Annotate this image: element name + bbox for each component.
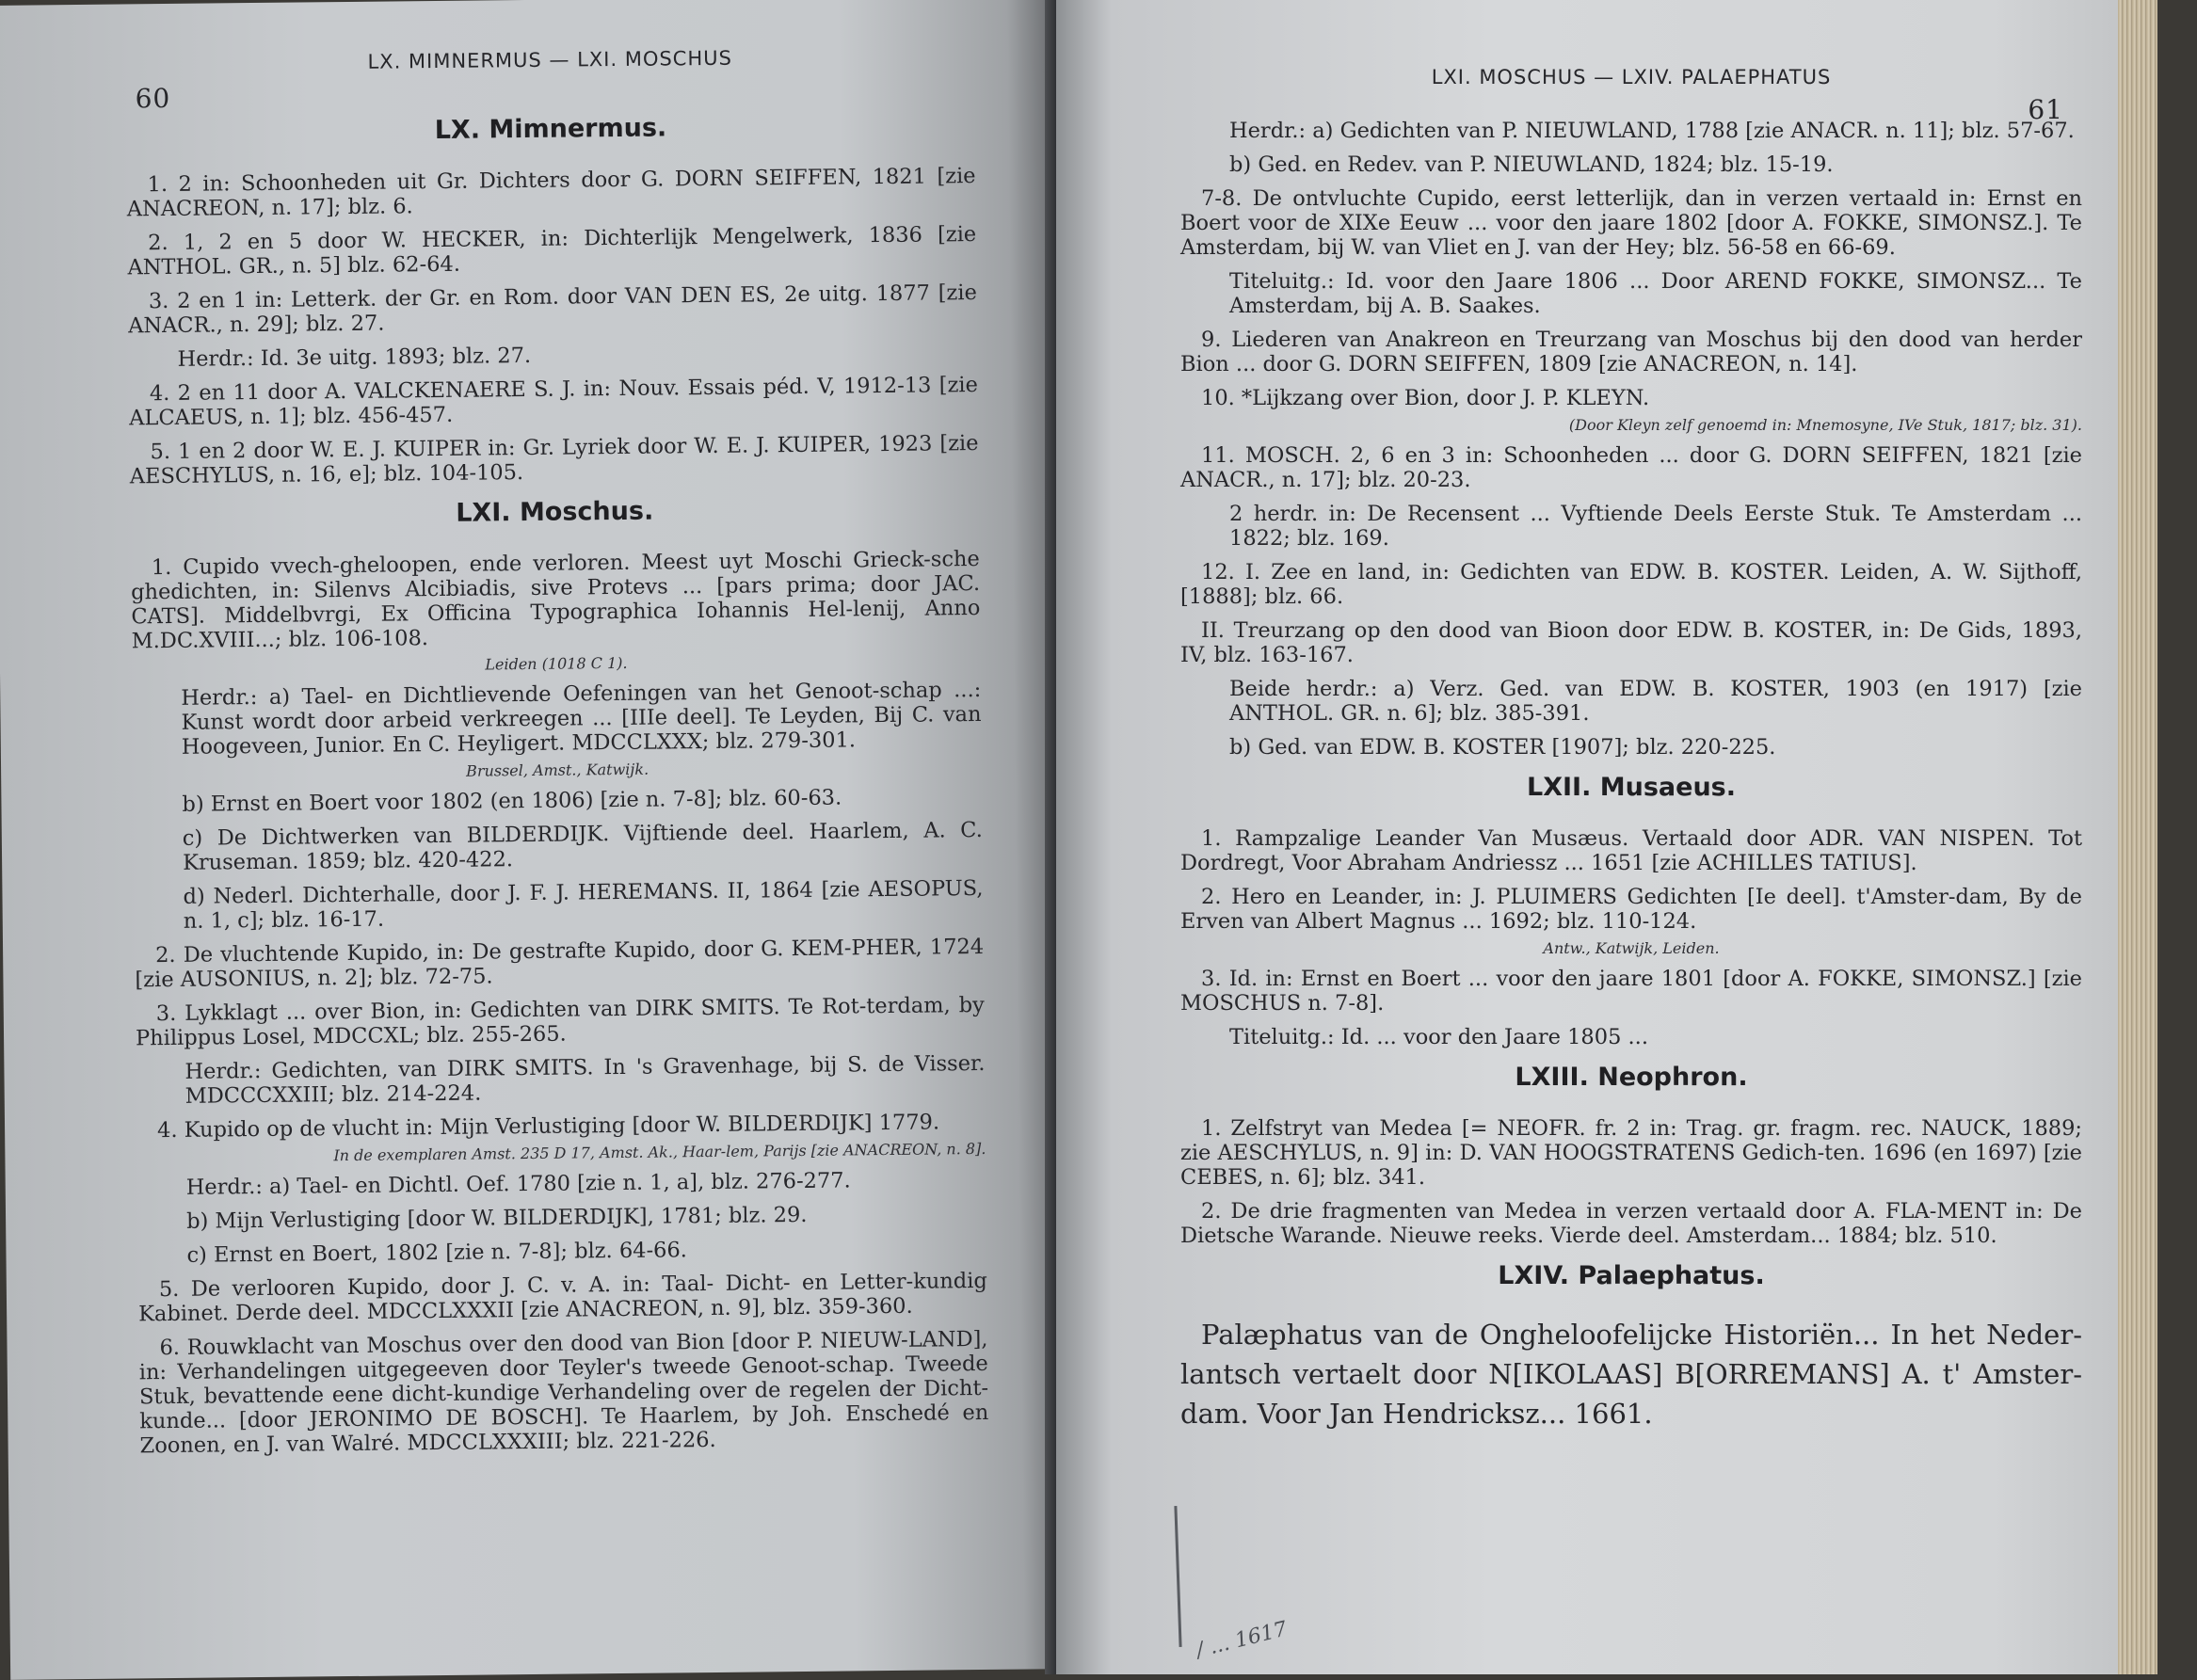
reprint-entry: Herdr.: a) Tael- en Dichtlievende Oefeningen van het Genoot-schap ...: Kunst wordt door arbeid verkreegen ... [IIIe deel]. Te Leyden, Bij C. van Hoogeveen, Junior. En C. Heyligert. MDCCLXXX; blz. 279-301. xyxy=(181,677,982,760)
bibliography-entry: 1. 2 in: Schoonheden uit Gr. Dichters door G. DORN SEIFFEN, 1821 [zie ANACREON, n. 17]; blz. 6. xyxy=(126,163,976,222)
bibliography-entry: 6. Rouwklacht van Moschus over den dood van Bion [door P. NIEUW-LAND], in: Verhandelingen uitgegeeven door Teyler's tweede Genoot-schap. Tweede Stuk, bevattende eene dicht-kundige Verhandeling over de regelen der Dicht-kunde... [door JERONIMO DE BOSCH]. Te Haarlem, by Joh. Enschedé en Zoonen, en J. van Walré. MDCCLXXXIII; blz. 221-226. xyxy=(138,1326,989,1459)
section-heading: LXIII. Neophron. xyxy=(1515,1063,1748,1092)
reprint-entry: Beide herdr.: a) Verz. Ged. van EDW. B. KOSTER, 1903 (en 1917) [zie ANTHOL. GR. n. 6]; blz. 385-391. xyxy=(1229,677,2082,726)
bibliography-entry: 5. De verlooren Kupido, door J. C. v. A. in: Taal- Dicht- en Letter-kundig Kabinet. Derde deel. MDCCLXXXII [zie ANACREON, n. 9], blz. 359-360. xyxy=(138,1268,987,1327)
bibliography-entry: 12. I. Zee en land, in: Gedichten van EDW. B. KOSTER. Leiden, A. W. Sijthoff, [1888]; blz. 66. xyxy=(1180,560,2082,609)
bibliography-entry: 5. 1 en 2 door W. E. J. KUIPER in: Gr. Lyriek door W. E. J. KUIPER, 1923 [zie AESCHYLUS, n. 16, e]; blz. 104-105. xyxy=(129,430,979,489)
section xyxy=(126,110,979,488)
bibliography-entry: 2. De drie fragmenten van Medea in verzen vertaald door A. FLA-MENT in: De Dietsche Warande. Nieuwe reeks. Vierde deel. Amsterdam... 1884; blz. 510. xyxy=(1180,1199,2082,1248)
bibliography-entry: 3. Id. in: Ernst en Boert ... voor den jaare 1801 [door A. FOKKE, SIMONSZ.] [zie MOSCHUS n. 7-8]. xyxy=(1180,967,2082,1016)
bibliography-entry: 7-8. De ontvluchte Cupido, eerst letterlijk, dan in verzen vertaald in: Ernst en Boert voor de XIXe Eeuw ... voor den jaare 1802 [door A. FOKKE, SIMONSZ.]. Te Amsterdam, bij W. van Vliet en J. van der Hey; blz. 56-58 en 66-69. xyxy=(1180,186,2082,260)
library-location-note: Antw., Katwijk, Leiden. xyxy=(1543,939,1720,957)
reprint-entry: b) Ged. van EDW. B. KOSTER [1907]; blz. 220-225. xyxy=(1229,735,1776,760)
reprint-entry: Titeluitg.: Id. voor den Jaare 1806 ... Door AREND FOKKE, SIMONSZ... Te Amsterdam, bij A. B. Saakes. xyxy=(1229,269,2082,318)
section-heading: LXIV. Palaephatus. xyxy=(1498,1261,1765,1290)
reprint-entry: c) Ernst en Boert, 1802 [zie n. 7-8]; blz. 64-66. xyxy=(186,1238,688,1268)
library-location-note: In de exemplaren Amst. 235 D 17, Amst. Ak., Haar-lem, Parijs [zie ANACREON, n. 8]. xyxy=(333,1139,986,1165)
section xyxy=(1180,773,2082,1049)
reprint-entry: Herdr.: Id. 3e uitg. 1893; blz. 27. xyxy=(177,343,532,372)
left-running-title: LX. MIMNERMUS — LXI. MOSCHUS xyxy=(367,46,733,73)
left-sections xyxy=(126,110,989,1458)
bibliography-entry: 4. Kupido op de vlucht in: Mijn Verlustiging [door W. BILDERDIJK] 1779. xyxy=(156,1110,940,1144)
reprint-entry: 2 herdr. in: De Recensent ... Vyftiende Deels Eerste Stuk. Te Amsterdam ... 1822; blz. 169. xyxy=(1229,502,2082,551)
reprint-entry: c) De Dichtwerken van BILDERDIJK. Vijftiende deel. Haarlem, A. C. Kruseman. 1859; blz. 420-422. xyxy=(182,817,983,875)
bibliography-entry: Palæphatus van de Ongheloofelijcke Historiën... In het Neder-lantsch vertaelt door N[IKOLAAS] B[ORREMANS] A. t' Amster-dam. Voor Jan Hendricksz... 1661. xyxy=(1180,1319,2082,1430)
bibliography-entry: 3. Lykklagt ... over Bion, in: Gedichten van DIRK SMITS. Te Rot-terdam, by Philippus Losel, MDCCXL; blz. 255-265. xyxy=(135,992,985,1051)
section-heading: LX. Mimnermus. xyxy=(434,113,667,146)
bibliography-entry: 2. De vluchtende Kupido, in: De gestrafte Kupido, door G. KEM-PHER, 1724 [zie AUSONIUS, n. 2]; blz. 72-75. xyxy=(135,934,985,993)
bibliography-entry: 1. Cupido vvech-gheloopen, ende verloren. Meest uyt Moschi Grieck-sche ghedichten, in: Silenvs Alcibiadis, sive Protevs ... [pars prima; door JAC. CATS]. Middelbvrgi, Ex Officina Typographica Iohannis Hel-lenij, Anno M.DC.XVIII...; blz. 106-108. xyxy=(130,546,981,654)
section xyxy=(1180,1261,2082,1433)
reprint-entry: Herdr.: a) Gedichten van P. NIEUWLAND, 1788 [zie ANACR. n. 11]; blz. 57-67. xyxy=(1229,119,2075,143)
library-location-note: Brussel, Amst., Katwijk. xyxy=(466,760,649,780)
bibliography-entry: 2. 1, 2 en 5 door W. HECKER, in: Dichterlijk Mengelwerk, 1836 [zie ANTHOL. GR., n. 5] blz. 62-64. xyxy=(127,221,977,280)
pencil-note: / ... 1617 xyxy=(1194,1617,1290,1663)
bibliography-entry: 9. Liederen van Anakreon en Treurzang van Moschus bij den dood van herder Bion ... door G. DORN SEIFFEN, 1809 [zie ANACREON, n. 14]. xyxy=(1180,328,2082,376)
reprint-entry: b) Ernst en Boert voor 1802 (en 1806) [zie n. 7-8]; blz. 60-63. xyxy=(182,785,842,817)
reprint-entry: Herdr.: Gedichten, van DIRK SMITS. In 's Gravenhage, bij S. de Visser. MDCCCXXIII; blz. 214-224. xyxy=(184,1050,986,1109)
bibliography-entry: II. Treurzang op den dood van Bioon door EDW. B. KOSTER, in: De Gids, 1893, IV, blz. 163-167. xyxy=(1180,618,2082,667)
bibliography-entry: 1. Zelfstryt van Medea [= NEOFR. fr. 2 in: Trag. gr. fragm. rec. NAUCK, 1889; zie AESCHYLUS, n. 9] in: D. VAN HOOGSTRATENS Gedich-ten. 1696 (en 1697) [zie CEBES, n. 6]; blz. 341. xyxy=(1180,1116,2082,1190)
reprint-entry: b) Mijn Verlustiging [door W. BILDERDIJK], 1781; blz. 29. xyxy=(185,1202,808,1234)
reprint-entry: d) Nederl. Dichterhalle, door J. F. J. HEREMANS. II, 1864 [zie AESOPUS, n. 1, c]; blz. 16-17. xyxy=(183,875,984,934)
library-location-note: Leiden (1018 C 1). xyxy=(485,653,628,674)
reprint-entry: Titeluitg.: Id. ... voor den Jaare 1805 ... xyxy=(1229,1025,1648,1049)
left-page xyxy=(0,0,1066,1680)
section-heading: LXI. Moschus. xyxy=(456,496,654,528)
right-sections xyxy=(1180,773,2082,1433)
reprint-entry: Herdr.: a) Tael- en Dichtl. Oef. 1780 [zie n. 1, a], blz. 276-277. xyxy=(185,1168,851,1200)
left-running-head xyxy=(125,44,975,115)
section-heading: LXII. Musaeus. xyxy=(1526,773,1736,802)
library-location-note: (Door Kleyn zelf genoemd in: Mnemosyne, IVe Stuk, 1817; blz. 31). xyxy=(1568,416,2082,434)
reprint-entry: b) Ged. en Redev. van P. NIEUWLAND, 1824; blz. 15-19. xyxy=(1229,152,1834,177)
bibliography-entry: 2. Hero en Leander, in: J. PLUIMERS Gedichten [Ie deel]. t'Amster-dam, By de Erven van Albert Magnus ... 1692; blz. 110-124. xyxy=(1180,885,2082,934)
section xyxy=(1180,1063,2082,1248)
right-running-title: LXI. MOSCHUS — LXIV. PALAEPHATUS xyxy=(1431,66,1832,88)
bibliography-entry: 3. 2 en 1 in: Letterk. der Gr. en Rom. door VAN DEN ES, 2e uitg. 1877 [zie ANACR., n. 29]; blz. 27. xyxy=(128,280,977,339)
right-page xyxy=(1056,0,2157,1674)
right-running-head xyxy=(1180,66,2082,125)
page-edge-stack xyxy=(2118,0,2157,1674)
bibliography-entry: 1. Rampzalige Leander Van Musæus. Vertaald door ADR. VAN NISPEN. Tot Dordregt, Voor Abraham Andriessz ... 1651 [zie ACHILLES TATIUS]. xyxy=(1180,826,2082,875)
bibliography-entry: 11. MOSCH. 2, 6 en 3 in: Schoonheden ... door G. DORN SEIFFEN, 1821 [zie ANACR., n. 17]; blz. 20-23. xyxy=(1180,443,2082,492)
right-page-number: 61 xyxy=(2028,94,2063,125)
section xyxy=(130,493,989,1458)
bibliography-entry: 10. *Lijkzang over Bion, door J. P. KLEYN. xyxy=(1201,386,1650,410)
left-page-number: 60 xyxy=(135,82,171,115)
right-lead-entries xyxy=(1180,119,2082,760)
bibliography-entry: 4. 2 en 11 door A. VALCKENAERE S. J. in: Nouv. Essais péd. V, 1912-13 [zie ALCAEUS, n. 1]; blz. 456-457. xyxy=(129,372,978,431)
